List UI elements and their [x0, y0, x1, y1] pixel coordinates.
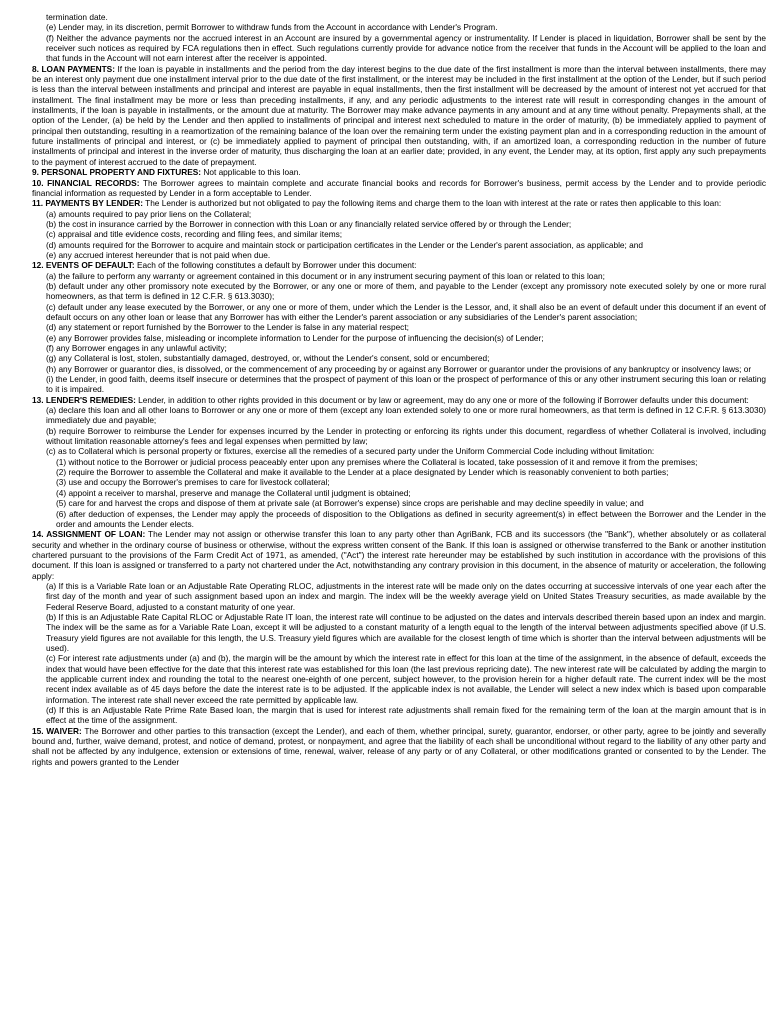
paragraph: termination date. [46, 12, 108, 22]
section-12 [32, 260, 766, 270]
section-body: Not applicable to this loan. [201, 167, 301, 178]
section-heading: 8. LOAN PAYMENTS: [32, 63, 115, 74]
section-body: The Borrower agrees to maintain complete and accurate financial books and records for Borrower's business, permit access by the Lender and to provide periodic financial information as requested by Lender in a form acceptable to Lender. [32, 177, 766, 198]
section-body: If the loan is payable in installments and the period from the day interest begins to the due date of the first installment is more than the interval between installments, there may be an interest only payment due one installment interval prior to the due date of the first installment, or the interest may be included in the first installment at the option of the Lender, but if such period is less than the interval between installments and principal and interest are payable in equal installments, then the first installment will be decreased by the amount of interest not yet accrued for that installment. The final installment may be more or less than preceding installments, if any, and any periodic adjustments to the interest rate will result in corresponding changes in the amount of installments, if the loan is payable in installments, or the amount due at maturity. The Borrower may make advance payments in any amount and at any time without penalty. Prepayments shall, at the option of the Lender, (a) be held by the Lender and then applied to installments of principal and interest next scheduled to mature in the order of maturity, (b) be immediately applied to payment of principal then outstanding, resulting in a reamortization of the remaining balance of the loan over the remaining term under the existing payment plan and in a corresponding reduction in the amount of future installments of principal and interest, or (c) be immediately applied to payment of principal then outstanding, with, if an amortized loan, a corresponding reduction in the number of future installments of principal and interest in the inverse order of maturity, thus discharging the loan at an earlier date; provided, in any event, the Lender may, at its option, first apply any such prepayments to the payment of interest accrued to the date of prepayment. [32, 63, 766, 167]
paragraph: (f) Neither the advance payments nor the accrued interest in an Account are insured by a governmental agency or instrumentality. If Lender is placed in liquidation, Borrower shall be sent by the receiver such notices as required by FCA regulations then in effect. Such regulations currently provide for advance notice from the receiver that funds in the Account will be applied to the loan and that funds in the Account will not earn interest after the receiver is appointed. [46, 32, 766, 64]
section-body: The Borrower and other parties to this transaction (except the Lender), and each of them, whether principal, surety, guarantor, endorser, or other party, agree to be jointly and severally bound and, further, waive demand, protest, and notice of demand, protest, or nonpayment, and agree that the liability of each shall be unconditional without regard to the liability of any other party and shall not be affected by any indulgence, extension or extensions of time, renewal, waiver, release of any party or of any Collateral, or other modifications granted or consented to by the Lender. The rights and powers granted to the Lender [32, 725, 766, 767]
list-item: (a) declare this loan and all other loans to Borrower or any one or more of them (except any loan extended solely to one or more rural homeowners, as that term is defined in 12 C.F.R. § 613.3030) immediately due and payable; [46, 405, 766, 426]
paragraph: (e) Lender may, in its discretion, permit Borrower to withdraw funds from the Account in accordance with Lender's Program. [46, 22, 498, 33]
sub-list-item: (4) appoint a receiver to marshal, preserve and manage the Collateral until judgment is obtained; [56, 487, 411, 498]
list-item: (d) amounts required for the Borrower to acquire and maintain stock or participation certificates in the Lender or the Lender's parent association, as applicable; and [46, 239, 643, 250]
sub-list-item: (2) require the Borrower to assemble the Collateral and make it available to the Lender at a place designated by Lender which is reasonably convenient to both parties; [56, 467, 669, 478]
list-item: (b) If this is an Adjustable Rate Capital RLOC or Adjustable Rate IT loan, the interest rate will continue to be adjusted on the dates and intervals described therein based upon an index and margin. The index will be the same as for a Variable Rate Loan, except it will be adjusted to a constant maturity of a length equal to the length of the interval between adjustments specified above (if U.S. Treasury yield figures are not available for this length, the U.S. Treasury yield figures which are available for the closest length of time which is shorter than the interval between adjustments will be used). [46, 611, 766, 653]
list-item: (c) as to Collateral which is personal property or fixtures, exercise all the remedies of a secured party under the Uniform Commercial Code including without limitation: [46, 446, 655, 457]
section-heading: 12. EVENTS OF DEFAULT: [32, 260, 135, 271]
list-item: (h) any Borrower or guarantor dies, is dissolved, or the commencement of any proceeding by or against any Borrower or guarantor under the provisions of any bankruptcy or insolvency laws; or [46, 363, 752, 374]
section-body: Lender, in addition to other rights provided in this document or by law or agreement, may do any one or more of the following if Borrower defaults under this document: [135, 394, 749, 405]
section-heading: 14. ASSIGNMENT OF LOAN: [32, 529, 146, 540]
list-item: (e) any accrued interest hereunder that is not paid when due. [46, 249, 271, 260]
list-item: (f) any Borrower engages in any unlawful activity; [46, 343, 227, 353]
section-10 [32, 178, 766, 199]
section-body: The Lender is authorized but not obligated to pay the following items and charge them to the loan with interest at the rate or rates then applicable to this loan: [142, 198, 722, 209]
section-body: The Lender may not assign or otherwise transfer this loan to any party other than AgriBank, FCB and its successors (the "Bank"), whether absolutely or as collateral security and whether in the ordinary course of business or otherwise, without the express written consent of the Bank. If this loan is assigned or otherwise transferred to the Bank or another institution chartered pursuant to the provisions of the Farm Credit Act of 1971, as amended, ("Act") the interest rate hereunder may be established by such institution in accordance with the provisions of this document. If this loan is assigned or transferred to a party not chartered under the Act, notwithstanding any contrary provision in this document, in the absence of maturity or acceleration, the following apply: [32, 529, 766, 581]
list-item: (b) require Borrower to reimburse the Lender for expenses incurred by the Lender in protecting or enforcing its rights under this document, regardless of whether Collateral is involved, including without limitation reasonable attorney's fees and legal expenses when permitted by law; [46, 425, 766, 447]
document-page [32, 0, 766, 767]
section-heading: 10. FINANCIAL RECORDS: [32, 177, 140, 188]
list-item: (c) For interest rate adjustments under (a) and (b), the margin will be the amount by which the interest rate in effect for this loan at the time of the assignment, in the absence of default, exceeds the index that would have been effective for the date that this interest rate was established for this loan (the last previous repricing date). The new interest rate will be calculated by adding the margin to the applicable current index and rounding the total to the nearest one-eighth of one percent, subject however, to the provision herein for a higher default rate. The current index will be the most recent index available as of 45 days before the date the interest rate is to be adjusted. If the applicable index is not available, the Lender will select a new index which is based upon comparable information. The interest rate shall never exceed the rate permitted by applicable law. [46, 653, 766, 705]
sub-list-item: (1) without notice to the Borrower or judicial process peaceably enter upon any premises where the Collateral is located, take possession of it and remove it from the premises; [56, 456, 698, 467]
list-item: (a) the failure to perform any warranty or agreement contained in this document or in any instrument securing payment of this loan or related to this loan; [46, 270, 605, 281]
list-item: (d) any statement or report furnished by the Borrower to the Lender is false in any material respect; [46, 322, 409, 333]
list-item: (a) amounts required to pay prior liens on the Collateral; [46, 208, 252, 219]
section-9 [32, 167, 766, 177]
sub-list-item: (6) after deduction of expenses, the Lender may apply the proceeds of disposition to the Obligations as defined in security agreement(s) in effect between the Borrower and the Lender in the order and amounts the Lender elects. [56, 508, 766, 529]
sub-list-item: (5) care for and harvest the crops and dispose of them at private sale (at Borrower's expense) since crops are perishable and may decline speedily in value; and [56, 498, 644, 509]
list-item: (b) the cost in insurance carried by the Borrower in connection with this Loan or any financially related service offered by or through the Lender; [46, 218, 572, 229]
list-item: (c) appraisal and title evidence costs, recording and filing fees, and similar items; [46, 229, 343, 240]
list-item: (d) If this is an Adjustable Rate Prime Rate Based loan, the margin that is used for interest rate adjustments shall remain fixed for the remaining term of the loan at the margin amount that is in effect at the time of the assignment. [46, 705, 766, 726]
list-item: (c) default under any lease executed by the Borrower, or any one or more of them, under which the Lender is the Lessor, and, it shall also be an event of default under this document if an event of default occurs on any other loan or lease that any Borrower has with either the Lender's parent association or any subsidiaries of the Lender's parent association; [46, 301, 766, 322]
list-item: (g) any Collateral is lost, stolen, substantially damaged, destroyed, or, without the Lender's consent, sold or encumbered; [46, 353, 490, 364]
section-14 [32, 529, 766, 581]
section-heading: 13. LENDER'S REMEDIES: [32, 394, 136, 405]
list-item: (i) the Lender, in good faith, deems itself insecure or determines that the prospect of payment of this loan or the prospect of performance of this or any other instrument securing this loan or relating to it is impaired. [46, 374, 766, 395]
list-item: (a) If this is a Variable Rate loan or an Adjustable Rate Operating RLOC, adjustments in the interest rate will be made only on the dates occurring at successive intervals of one year each after the first day of the month and year of such assignment based upon an index and margin. The index will be the weekly average yield on United States Treasury securities, as made available by the Federal Reserve Board, adjusted to a constant maturity of one year. [46, 580, 766, 612]
list-item: (b) default under any other promissory note executed by the Borrower, or any one or more of them, and payable to the Lender (except any promissory note executed solely by one or more rural homeowners, as that term is defined in 12 C.F.R. § 613.3030); [46, 280, 766, 302]
list-item: (e) any Borrower provides false, misleading or incomplete information to Lender for the purpose of influencing the decision(s) of Lender; [46, 332, 544, 343]
section-11 [32, 198, 766, 208]
section-15 [32, 726, 766, 767]
section-heading: 11. PAYMENTS BY LENDER: [32, 198, 143, 209]
section-8 [32, 64, 766, 167]
sub-list-item: (3) use and occupy the Borrower's premises to care for livestock collateral; [56, 477, 330, 488]
section-heading: 9. PERSONAL PROPERTY AND FIXTURES: [32, 167, 202, 178]
section-13 [32, 395, 766, 405]
section-body: Each of the following constitutes a default by Borrower under this document: [134, 260, 417, 271]
section-heading: 15. WAIVER: [32, 725, 82, 736]
